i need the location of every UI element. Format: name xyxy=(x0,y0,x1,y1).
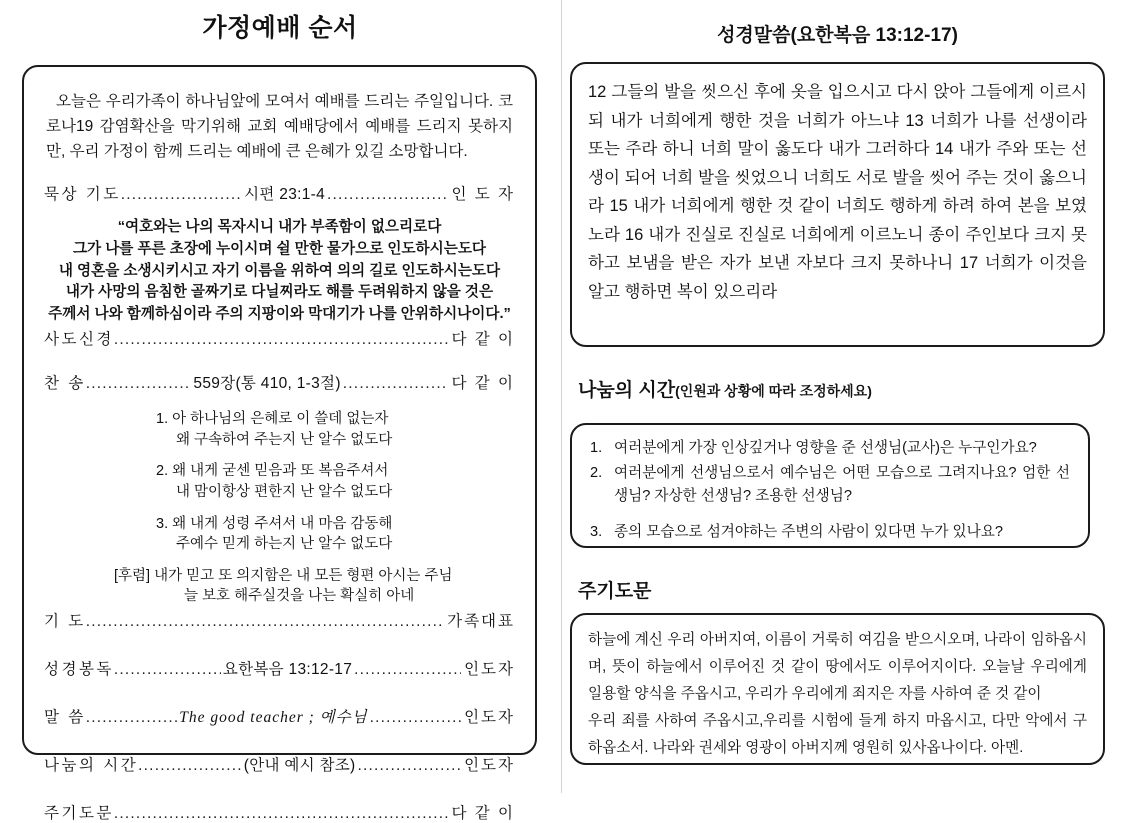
hymn-lyrics xyxy=(44,409,515,607)
leader-dots xyxy=(358,757,462,775)
hymn-refrain-text: 내가 믿고 또 의지함은 내 모든 형편 아시는 주님 xyxy=(154,567,453,584)
order-label: 나눔의 시간 xyxy=(44,756,139,774)
hymn-verse-line: 왜 구속하여 주는지 난 알수 없도다 xyxy=(176,431,393,448)
leader-dots xyxy=(138,757,242,775)
hymn-verse xyxy=(44,461,515,502)
sharing-time-heading-note: (인원과 상황에 따라 조정하세요) xyxy=(675,383,872,399)
lords-prayer-paragraph: 우리 죄를 사하여 주옵시고,우리를 시험에 들게 하지 마옵시고, 다만 악에서 구하옵소서. 나라와 권세와 영광이 아버지께 영원히 있사옵나이다. 아멘. xyxy=(588,712,1087,756)
psalm-line: 내 영혼을 소생시키시고 자기 이름을 위하여 의의 길로 인도하시는도다 xyxy=(58,262,501,279)
order-role: 다 같 이 xyxy=(451,804,515,822)
lords-prayer-heading: 주기도문 xyxy=(578,581,652,602)
leader-dots xyxy=(86,375,192,393)
lords-prayer-text xyxy=(588,627,1087,762)
lords-prayer-paragraph: 하늘에 계신 우리 아버지여, 이름이 거룩히 여김을 받으시오며, 나라이 임하옵시며, 뜻이 하늘에서 이루어진 것 같이 땅에서도 이루어지이다. 오늘날 우리에게 일용할 양식을 주옵시고, 우리가 우리에게 죄지은 자를 사하여 준 것 같이 xyxy=(588,632,1087,702)
order-row-hymn xyxy=(44,371,515,393)
leader-dots xyxy=(327,186,448,204)
hymn-refrain-label: [후렴] xyxy=(114,567,151,584)
order-row-prayer xyxy=(44,609,515,631)
leader-dots xyxy=(121,186,242,204)
hymn-verse-number: 3. xyxy=(156,515,169,532)
scripture-heading: 성경말씀(요한복음 13:12-17) xyxy=(717,25,958,46)
hymn-verse-number: 1. xyxy=(156,411,169,428)
leader-dots xyxy=(114,661,221,679)
order-label: 사도신경 xyxy=(44,331,114,349)
leader-dots xyxy=(86,613,444,631)
leader-dots xyxy=(86,709,178,727)
leader-dots xyxy=(354,661,461,679)
order-label: 찬 송 xyxy=(44,375,86,393)
psalm-line: 주께서 나와 함께하심이라 주의 지팡이와 막대기가 나를 안위하시나이다.” xyxy=(48,305,511,322)
order-role: 인 도 자 xyxy=(451,186,515,204)
question-number: 1. xyxy=(590,440,603,456)
leader-dots xyxy=(114,331,449,349)
order-label: 주기도문 xyxy=(44,804,114,822)
list-item xyxy=(590,521,1070,545)
order-role: 가족대표 xyxy=(447,612,515,630)
column-divider xyxy=(561,0,562,793)
lords-prayer-box xyxy=(570,613,1105,765)
sharing-time-heading xyxy=(578,375,872,402)
hymn-refrain-line: 늘 보호 해주실것을 나는 확실히 아네 xyxy=(184,588,415,605)
hymn-verse-line xyxy=(156,409,515,430)
scripture-passage: 12 그들의 발을 씻으신 후에 옷을 입으시고 다시 앉아 그들에게 이르시되 내가 너희에게 행한 것을 너희가 아느냐 13 너희가 나를 선생이라 또는 주라 하니 너희 말이 옳도다 내가 그러하다 14 내가 주와 또는 선생이 되어 너희 발을 씻었으니 너희도 서로 발을 씻어 주는 것이 옳으니라 15 내가 너희에게 행한 것 같이 너희도 행하게 하려 하여 본을 보였노라 16 내가 진실로 진실로 너희에게 이르노니 종이 주인보다 크지 못하고 보냄을 받은 자가 보낸 자보다 크지 못하나니 17 너희가 이것을 알고 행하면 복이 있으리라 xyxy=(588,83,1087,301)
hymn-verse-text: 왜 내게 굳센 믿음과 또 복음주셔서 xyxy=(172,463,389,480)
question-text: 여러분에게 가장 인상깊거나 영향을 준 선생님(교사)은 누구인가요? xyxy=(614,440,1037,456)
order-row-sharing-time xyxy=(44,753,515,775)
order-row-lords-prayer xyxy=(44,801,515,823)
order-role: 인도자 xyxy=(464,660,515,678)
page-title: 가정예배 순서 xyxy=(202,14,358,42)
question-number: 3. xyxy=(590,523,603,540)
psalm-quote xyxy=(44,217,515,325)
order-label: 묵상 기도 xyxy=(44,186,121,204)
order-reference: 559장(통 410, 1-3절) xyxy=(193,375,341,393)
order-of-service-box xyxy=(22,65,537,822)
order-row-sermon xyxy=(44,705,515,727)
order-reference: 시편 23:1-4 xyxy=(244,186,326,204)
list-item xyxy=(590,437,1070,461)
sharing-question-list xyxy=(590,437,1070,545)
hymn-verse-line: 주예수 믿게 하는지 난 알수 없도다 xyxy=(176,536,393,553)
order-row-apostles-creed xyxy=(44,327,515,349)
order-reference: The good teacher ; 예수님 xyxy=(179,708,368,726)
order-label: 기 도 xyxy=(44,612,86,630)
order-row-meditation-prayer xyxy=(44,182,515,204)
hymn-verse-text: 아 하나님의 은혜로 이 쓸데 없는자 xyxy=(172,411,389,428)
order-role: 다 같 이 xyxy=(451,375,515,393)
psalm-line: 그가 나를 푸른 초장에 누이시며 쉴 만한 물가으로 인도하시는도다 xyxy=(72,240,487,257)
sharing-questions-box xyxy=(570,423,1090,548)
hymn-verse xyxy=(44,409,515,450)
question-text: 종의 모습으로 섬겨야하는 주변의 사람이 있다면 누가 있나요? xyxy=(614,523,1003,540)
leader-dots xyxy=(343,375,449,393)
order-label: 성경봉독 xyxy=(44,660,114,678)
order-label: 말 씀 xyxy=(44,708,86,726)
hymn-verse-line xyxy=(156,461,515,482)
question-text: 여러분에게 선생님으로서 예수님은 어떤 모습으로 그려지나요? 엄한 선생님? 자상한 선생님? 조용한 선생님? xyxy=(614,464,1070,505)
order-role: 인도자 xyxy=(464,708,515,726)
scripture-text-box xyxy=(570,62,1105,347)
question-number: 2. xyxy=(590,464,603,481)
intro-paragraph: 오늘은 우리가족이 하나님앞에 모여서 예배를 드리는 주일입니다. 코로나19 감염확산을 막기위해 교회 예배당에서 예배를 드리지 못하지만, 우리 가정이 함께 드리는 예배에 큰 은혜가 있길 소망합니다. xyxy=(46,93,513,161)
sharing-time-heading-main: 나눔의 시간 xyxy=(578,380,676,401)
order-role: 인도자 xyxy=(464,756,515,774)
hymn-verse-line: 내 맘이항상 편한지 난 알수 없도다 xyxy=(176,484,393,501)
hymn-verse-line xyxy=(156,514,515,535)
hymn-verse-number: 2. xyxy=(156,463,169,480)
hymn-verse xyxy=(44,514,515,555)
order-reference: (안내 예시 참조) xyxy=(243,756,356,774)
psalm-line: “여호와는 나의 목자시니 내가 부족함이 없으리로다 xyxy=(117,219,442,236)
order-role: 다 같 이 xyxy=(451,331,515,349)
order-row-scripture-reading xyxy=(44,657,515,679)
leader-dots xyxy=(370,709,462,727)
hymn-refrain-line xyxy=(114,566,515,587)
leader-dots xyxy=(114,805,449,823)
psalm-line: 내가 사망의 음침한 골짜기로 다닐찌라도 해를 두려워하지 않을 것은 xyxy=(65,284,494,301)
order-reference: 요한복음 13:12-17 xyxy=(222,660,353,678)
list-item xyxy=(590,462,1070,509)
hymn-verse-text: 왜 내게 성령 주셔서 내 마음 감동해 xyxy=(172,515,393,532)
hymn-refrain xyxy=(44,566,515,607)
